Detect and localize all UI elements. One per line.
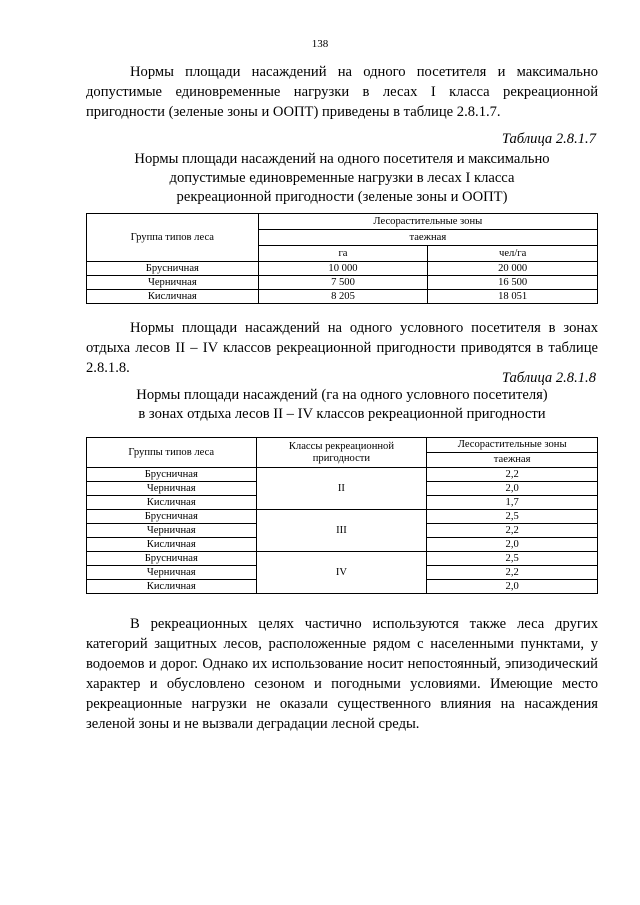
table1-header-per-ha: чел/га xyxy=(428,246,598,262)
paragraph-intro: Нормы площади насаждений на одного посетителя и максимально допустимые единовременные нагрузки в лесах I класса рекреационной пригодности (зеленые зоны и ООПТ) приведены в таблице 2.8.1.7. xyxy=(86,64,598,120)
table2-cell-value: 2,0 xyxy=(427,538,598,552)
table2-caption-line: в зонах отдыха лесов II – IV классов рекреационной пригодности xyxy=(138,406,546,422)
table2-cell-group: Черничная xyxy=(87,524,257,538)
table1-cell-group: Брусничная xyxy=(87,262,259,276)
table1-caption-line: рекреационной пригодности (зеленые зоны и ООПТ) xyxy=(176,189,508,205)
table2-cell-value: 1,7 xyxy=(427,496,598,510)
table-row xyxy=(87,290,598,304)
table1-cell-per: 20 000 xyxy=(428,262,598,276)
table1-cell-group: Кисличная xyxy=(87,290,259,304)
table1-caption xyxy=(86,150,598,207)
paragraph-table2-intro: Нормы площади насаждений на одного условного посетителя в зонах отдыха лесов II – IV классов рекреационной пригодности приводятся в таблице 2.8.1.8. xyxy=(86,320,598,376)
page-number: 138 xyxy=(311,38,329,50)
table2-label: Таблица 2.8.1.8 xyxy=(501,370,596,386)
table2-cell-group: Кисличная xyxy=(87,580,257,594)
table1-cell-per: 16 500 xyxy=(428,276,598,290)
table-row xyxy=(87,276,598,290)
table2-cell-value: 2,2 xyxy=(427,468,598,482)
table2-caption-line: Нормы площади насаждений (га на одного условного посетителя) xyxy=(136,387,548,403)
table1-caption-line: Нормы площади насаждений на одного посетителя и максимально xyxy=(134,151,550,167)
table2-cell-group: Брусничная xyxy=(87,468,257,482)
table1-header-taiga: таежная xyxy=(258,230,597,246)
table2-cell-class: III xyxy=(256,510,427,552)
table1-cell-ha: 7 500 xyxy=(258,276,428,290)
table2-header-groups: Группы типов леса xyxy=(87,438,257,468)
table-row xyxy=(87,552,598,566)
table1-label: Таблица 2.8.1.7 xyxy=(501,131,596,147)
table2-header-zones: Лесорастительные зоны xyxy=(427,438,598,453)
table2-cell-group: Черничная xyxy=(87,482,257,496)
table2-cell-value: 2,0 xyxy=(427,482,598,496)
table2-cell-group: Брусничная xyxy=(87,510,257,524)
table2-cell-value: 2,2 xyxy=(427,524,598,538)
table2-cell-group: Кисличная xyxy=(87,538,257,552)
table1-header-ha: га xyxy=(258,246,428,262)
table2-cell-value: 2,5 xyxy=(427,552,598,566)
table2-cell-class: IV xyxy=(256,552,427,594)
table2-caption xyxy=(86,386,598,424)
table2-cell-value: 2,2 xyxy=(427,566,598,580)
table1-cell-group: Черничная xyxy=(87,276,259,290)
table2-cell-group: Брусничная xyxy=(87,552,257,566)
table1-cell-ha: 10 000 xyxy=(258,262,428,276)
table2-header-classes: Классы рекреационной пригодности xyxy=(256,438,427,468)
table1-caption-line: допустимые единовременные нагрузки в лесах I класса xyxy=(169,170,515,186)
table2-cell-group: Черничная xyxy=(87,566,257,580)
table2-cell-value: 2,0 xyxy=(427,580,598,594)
table2-cell-class: II xyxy=(256,468,427,510)
table2-cell-group: Кисличная xyxy=(87,496,257,510)
table-row xyxy=(87,468,598,482)
table2 xyxy=(86,437,598,594)
table2-cell-value: 2,5 xyxy=(427,510,598,524)
table-row xyxy=(87,510,598,524)
table1-cell-per: 18 051 xyxy=(428,290,598,304)
table1-header-group: Группа типов леса xyxy=(87,214,259,262)
table1 xyxy=(86,213,598,304)
table2-header-taiga: таежная xyxy=(427,453,598,468)
table-row xyxy=(87,262,598,276)
paragraph-conclusion: В рекреационных целях частично используются также леса других категорий защитных лесов, расположенные рядом с населенными пунктами, у водоемов и дорог. Однако их использование носит непостоянный, эпизодический характер и обусловлено сезоном и погодными условиями. Имеющие место рекреационные нагрузки не оказали существенного влияния на насаждения зеленой зоны и не вызвали деградации лесной среды. xyxy=(86,616,598,732)
table1-header-zones: Лесорастительные зоны xyxy=(258,214,597,230)
table1-cell-ha: 8 205 xyxy=(258,290,428,304)
